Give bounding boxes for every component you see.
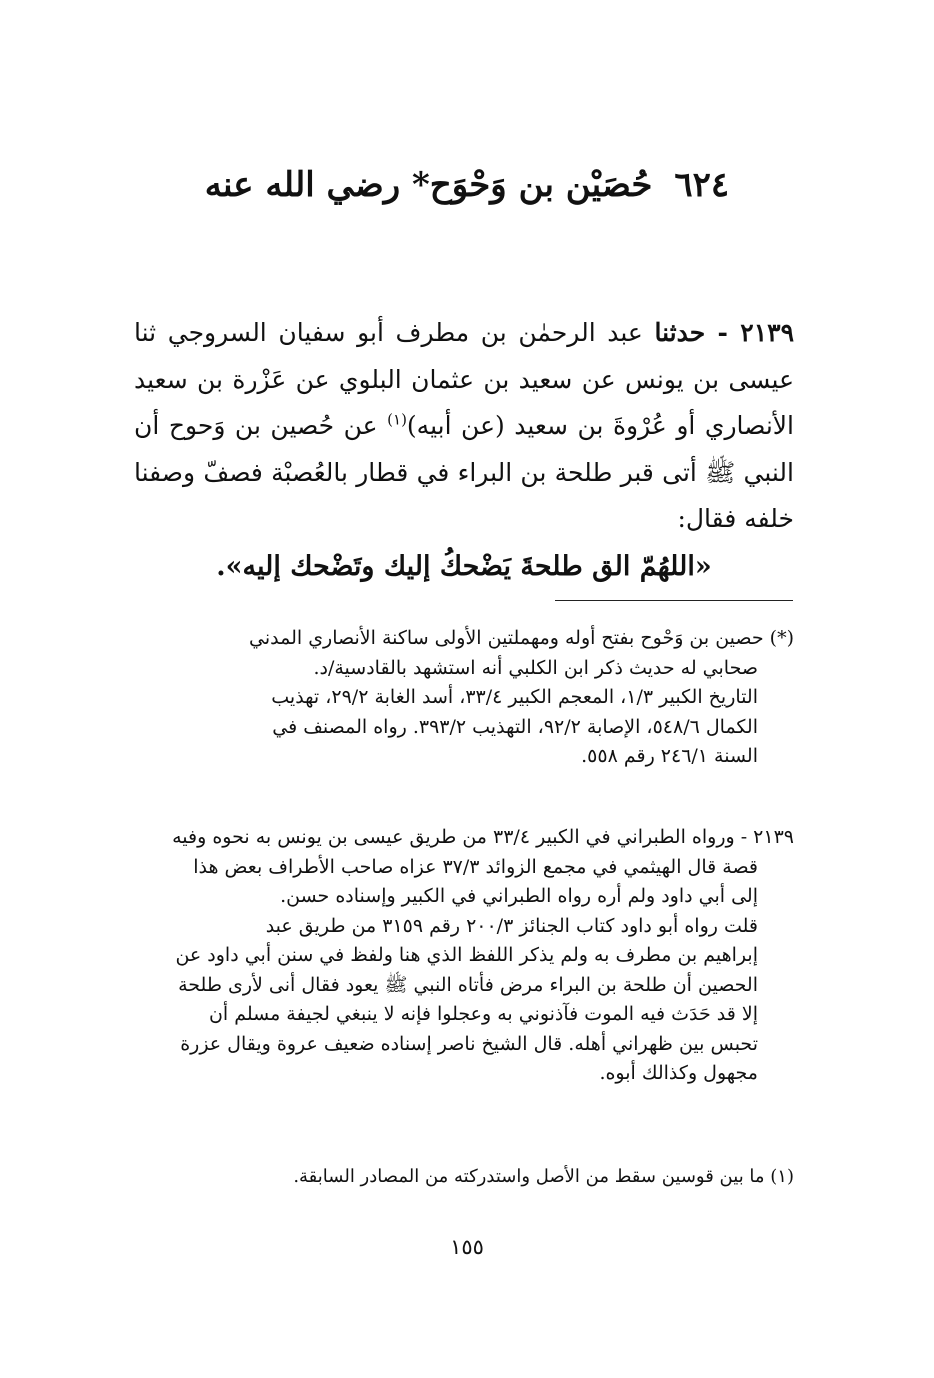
hadith-chain: عبد الرحمٰن بن مطرف أبو سفيان السروجي ثنا عيسى بن يونس عن سعيد بن عثمان البلوي عن عَزْرة بن سعيد الأنصاري أو عُرْوةَ بن سعيد (عن أبيه) (134, 318, 794, 440)
footnote-line: إلا قد حَدَث فيه الموت فآذنوني به وعجلوا فإنه لا ينبغي لجيفة مسلم أن (208, 1003, 758, 1025)
footnote-line: قلت رواه أبو داود كتاب الجنائز ٢٠٠/٣ رقم ٣١٥٩ من طريق عبد (265, 914, 758, 937)
footnote-line: التاريخ الكبير ١/٣، المعجم الكبير ٣٣/٤، أسد الغابة ٢٩/٢، تهذيب (271, 686, 758, 708)
chapter-number: ٦٢٤ (674, 165, 730, 205)
footnote-marker: (١) (387, 410, 407, 429)
footnote-2139 (124, 823, 794, 1089)
chapter-heading (120, 160, 814, 210)
footnote-divider (555, 600, 793, 601)
hadith-number: ٢١٣٩ - حدثنا (654, 318, 794, 347)
footnote-line: صحابي له حديث ذكر ابن الكلبي أنه استشهد بالقادسية/د. (313, 656, 758, 679)
chapter-title: حُصَيْن بن وَحْوَح* رضي الله عنه (204, 165, 653, 205)
footnote-line: تحبس بين ظهراني أهله. قال الشيخ ناصر إسناده ضعيف عروة ويقال عزرة (180, 1032, 758, 1055)
footnote-line: الحصين أن طلحة بن البراء مرض فأتاه النبي ﷺ يعود فقال أنى لأرى طلحة (178, 973, 758, 996)
footnote-line: ٢١٣٩ - ورواه الطبراني في الكبير ٣٣/٤ من طريق عيسى بن يونس به نحوه وفيه (172, 826, 794, 848)
footnote-line: الكمال ٥٤٨/٦، الإصابة ٩٢/٢، التهذيب ٣٩٣/٢. رواه المصنف في (272, 715, 758, 738)
footnote-line: إبراهيم بن مطرف به ولم يذكر اللفظ الذي هنا ولفظ في سنن أبي داود عن (175, 944, 758, 966)
footnote-line: مجهول وكذالك أبوه. (599, 1062, 758, 1084)
footnote-line: إلى أبي داود ولم أره رواه الطبراني في الكبير وإسناده حسن. (280, 885, 758, 907)
hadith-paragraph (134, 310, 794, 543)
footnote-line: السنة ٢٤٦/١ رقم ٥٥٨. (581, 745, 758, 767)
footnote-1: (١) ما بين قوسين سقط من الأصل واستدركته من المصادر السابقة. (293, 1166, 794, 1187)
footnote-line: (*) حصين بن وَحْوح بفتح أوله ومهملتين الأولى ساكنة الأنصاري المدني (249, 627, 794, 649)
hadith-quote: «اللهُمّ الق طلحةَ يَضْحكُ إليك وتَضْحك إليه». (216, 551, 712, 582)
hadith-body: عن حُصين بن وَحوح أن النبي ﷺ أتى قبر طلحة بن البراء في قطار بالعُصبْة فصفّ وصفنا خلفه فقال: (134, 411, 794, 533)
hadith-text (134, 310, 794, 543)
page-number: ١٥٥ (450, 1235, 484, 1259)
footnote-line: قصة قال الهيثمي في مجمع الزوائد ٣٧/٣ عزاه صاحب الأطراف بعض هذا (193, 855, 758, 878)
footnote-star (124, 624, 794, 772)
